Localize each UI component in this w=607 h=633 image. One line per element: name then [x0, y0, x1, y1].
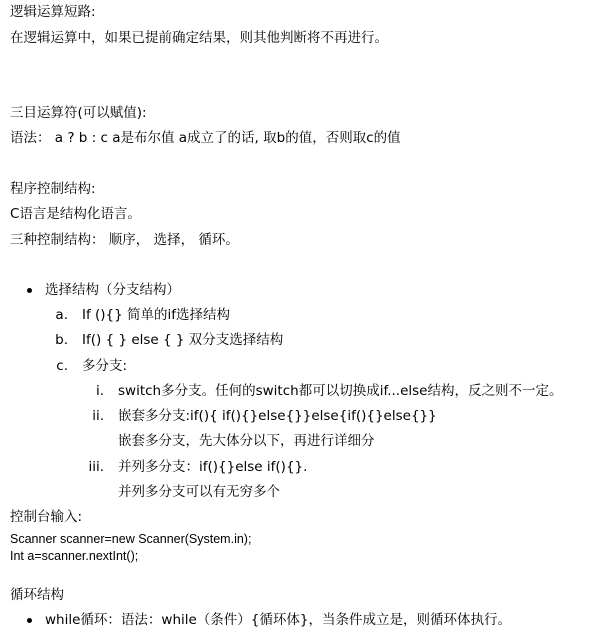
- multi-item-nested-note: 嵌套多分支，先大体分以下，再进行详细分: [118, 433, 375, 449]
- selection-marker-c: c.: [56, 358, 68, 374]
- control-structures-heading: 程序控制结构:: [10, 181, 96, 197]
- multi-marker-ii: ii.: [92, 408, 104, 424]
- while-loop-item: while循环：语法：while（条件）{循环体}，当条件成立是，则循环体执行。: [45, 612, 511, 628]
- multi-marker-iii: iii.: [88, 459, 104, 475]
- short-circuit-heading: 逻辑运算短路:: [10, 4, 96, 20]
- selection-item-if: If (){} 简单的if选择结构: [82, 307, 231, 323]
- multi-item-parallel: 并列多分支：if(){}else if(){}.: [118, 459, 308, 475]
- loop-bullet: [27, 618, 32, 623]
- selection-title: 选择结构（分支结构）: [45, 282, 180, 298]
- three-structures-line: 三种控制结构： 顺序， 选择， 循环。: [10, 232, 239, 248]
- selection-marker-a: a.: [55, 307, 68, 323]
- console-input-heading: 控制台输入:: [10, 509, 83, 525]
- multi-item-parallel-note: 并列多分支可以有无穷多个: [118, 484, 280, 500]
- short-circuit-body: 在逻辑运算中，如果已提前确定结果，则其他判断将不再进行。: [10, 30, 388, 46]
- scanner-code-line: Scanner scanner=new Scanner(System.in);: [10, 532, 252, 546]
- nextint-code-line: Int a=scanner.nextInt();: [10, 549, 139, 563]
- selection-marker-b: b.: [55, 332, 68, 348]
- loop-heading: 循环结构: [10, 587, 64, 603]
- structured-language-line: C语言是结构化语言。: [10, 206, 141, 222]
- ternary-heading: 三目运算符(可以赋值):: [10, 105, 147, 121]
- selection-bullet: [27, 288, 32, 293]
- multi-marker-i: i.: [95, 383, 104, 399]
- selection-item-if-else: If() { } else { } 双分支选择结构: [82, 332, 284, 348]
- selection-item-multi: 多分支:: [82, 358, 128, 374]
- multi-item-switch: switch多分支。任何的switch都可以切换成if...else结构，反之则不一定。: [118, 383, 563, 399]
- multi-item-nested: 嵌套多分支:if(){ if(){}else{}}else{if(){}else{}}: [118, 408, 437, 424]
- ternary-body: 语法： a ? b : c a是布尔值 a成立了的话, 取b的值，否则取c的值: [10, 130, 401, 146]
